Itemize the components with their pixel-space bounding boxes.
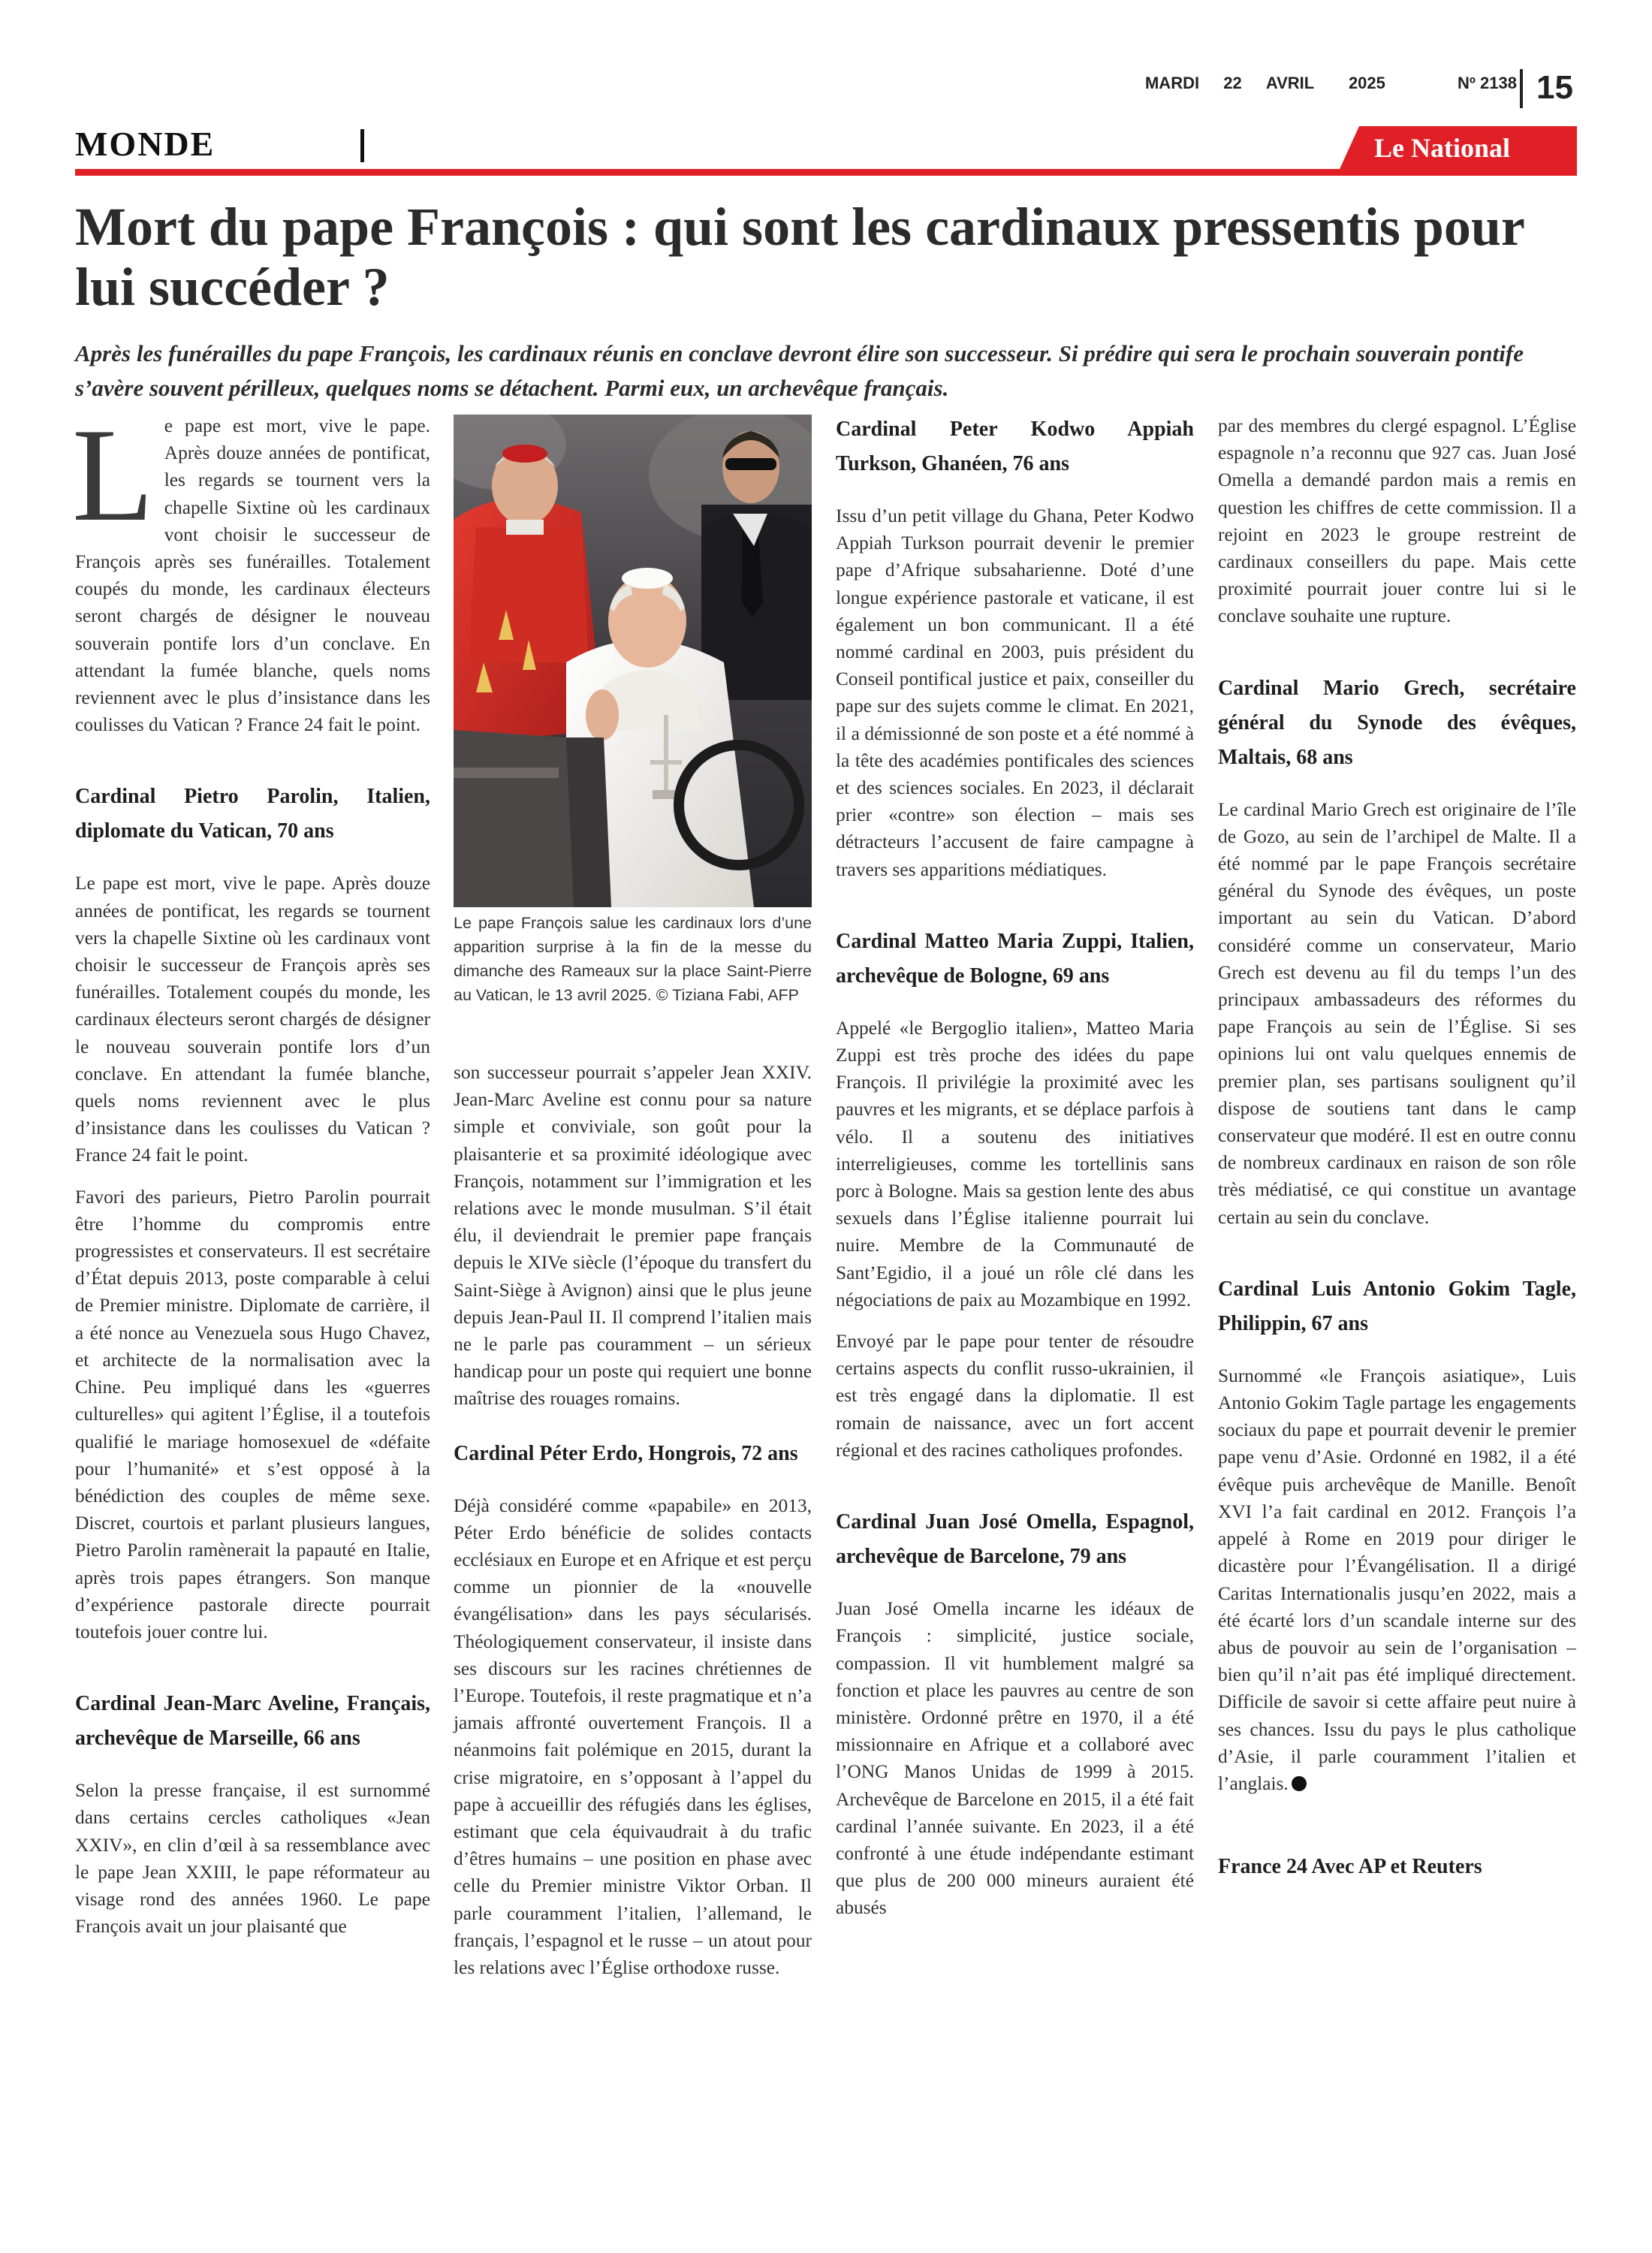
parolin-paragraph-2: Favori des parieurs, Pietro Parolin pourrait être l’homme du compromis entre progressistes et conservateurs. Il est secrétaire d’État depuis 2013, poste comparable à celui de Premier ministre. Diplomate de carrière, il a été nonce au Venezuela sous Hugo Chavez, et architecte de la normalisation avec la Chine. Peu impliqué dans les «guerres culturelles» qui agitent l’Église, il a toutefois qualifié le mariage homosexuel de «défaite pour l’humanité» et s’est opposé à la bénédiction des couples de même sexe. Discret, courtois et parlant plusieurs langues, Pietro Parolin ramènerait la papauté en Italie, après trois papes étrangers. Son manque d’expérience pastorale directe pourrait toutefois jouer contre lui. <box>75 1186 430 1642</box>
headline: Mort du pape François : qui sont les cardinaux pressentis pour lui succéder ? <box>75 197 1524 317</box>
issue-number: Nº 2138 <box>1458 74 1517 92</box>
date-day: 22 <box>1223 74 1242 92</box>
standfirst: Après les funérailles du pape François, les cardinaux réunis en conclave devront élire son successeur. Si prédire qui sera le prochain souverain pontife s’avère souvent périlleux, quelques noms se détachent. Parmi eux, un archevêque français. <box>75 340 1524 401</box>
aveline-paragraph-1: Selon la presse française, il est surnommé dans certains cercles catholiques «Jean XXIV», en clin d’œil à sa ressemblance avec le pape Jean XXIII, le pape réformateur au visage rond des années 1960. Le pape François avait un jour plaisanté que <box>75 1780 430 1938</box>
weekday: MARDI <box>1144 74 1200 92</box>
column-2 <box>454 1059 812 1995</box>
photo-caption: Le pape François salue les cardinaux lors d’une apparition surprise à la fin de la messe du dimanche des Rameaux sur la place Saint-Pierre au Vatican, le 13 avril 2025. © Tiziana Fabi, AFP <box>454 914 812 1004</box>
column-1 <box>72 400 430 1954</box>
heading-turkson: Cardinal Peter Kodwo Appiah Turkson, Ghanéen, 76 ans <box>836 418 1194 475</box>
heading-erdo: Cardinal Péter Erdo, Hongrois, 72 ans <box>454 1441 798 1465</box>
heading-zuppi: Cardinal Matteo Maria Zuppi, Italien, archevêque de Bologne, 69 ans <box>836 929 1194 988</box>
heading-parolin: Cardinal Pietro Parolin, Italien, diplomate du Vatican, 70 ans <box>75 785 430 843</box>
article-photo <box>454 415 812 907</box>
drop-cap: L <box>72 400 154 549</box>
article-credit: France 24 Avec AP et Reuters <box>1218 1855 1482 1879</box>
intro-paragraph <box>72 400 430 738</box>
section-label: MONDE <box>75 125 216 163</box>
intro-text: e pape est mort, vive le pape. Après douze années de pontificat, les regards se tournent vers la chapelle Sixtine où les cardinaux vont choisir le successeur de François après ses funérailles. Totalement coupés du monde, les cardinaux électeurs seront chargés de désigner le nouveau souverain pontife lors d’un conclave. En attendant la fumée blanche, quels noms reviennent avec le plus d’insistance dans les coulisses du Vatican ? France 24 fait le point. <box>75 415 430 736</box>
column-3 <box>836 412 1194 1936</box>
date-line <box>1126 74 1517 93</box>
heading-aveline: Cardinal Jean-Marc Aveline, Français, archevêque de Marseille, 66 ans <box>75 1692 430 1751</box>
grech-paragraph-1: Le cardinal Mario Grech est originaire de l’île de Gozo, au sein de l’archipel de Malte. Il a été nommé par le pape François secrétaire général du Synode des évêques, un poste important au sein du Vatican. D’abord considéré comme un conservateur, Mario Grech est devenu au fil du temps l’un des principaux ambassadeurs des réformes du pape François au sein de l’Église. Si ses opinions lui ont valu quelques ennemis de premier plan, ses partisans soulignent qu’il dispose de soutiens tant dans le camp conservateur que modéré. Il est en outre connu de nombreux cardinaux en raison de son rôle très médiatisé, ce qui constitue un avantage certain au sein du conclave. <box>1218 798 1576 1228</box>
omella-paragraph-2: par des membres du clergé espagnol. L’Église espagnole n’a reconnu que 927 cas. Juan José Omella a demandé pardon mais a remis en question les chiffres de cette commission. Il a rejoint en 2023 le groupe restreint de cardinaux conseillers du pape. Mais cette proximité pourrait jouer contre lui si le conclave souhaite une rupture. <box>1218 415 1576 627</box>
parolin-paragraph-1: Le pape est mort, vive le pape. Après douze années de pontificat, les regards se tournent vers la chapelle Sixtine où les cardinaux vont choisir le successeur de François après ses funérailles. Totalement coupés du monde, les cardinaux électeurs seront chargés de désigner le nouveau souverain pontife lors d’un conclave. En attendant la fumée blanche, quels noms reviennent avec le plus d’insistance dans les coulisses du Vatican ? France 24 fait le point. <box>75 873 430 1166</box>
column-4 <box>1218 412 1576 1905</box>
omella-paragraph-1: Juan José Omella incarne les idéaux de François : simplicité, justice sociale, compassion. Il vit humblement malgré sa fonction et place les pauvres au centre de son ministère. Ordonné prêtre en 1970, il a été missionnaire en Afrique et a collaboré avec l’ONG Manos Unidas de 1999 à 2015. Archevêque de Barcelone en 2015, il a été fait cardinal l’année suivante. En 2023, il a été confronté à une étude indépendante estimant que plus de 200 000 mineurs auraient été abusés <box>836 1598 1194 1919</box>
section-divider <box>360 129 364 162</box>
zuppi-paragraph-2: Envoyé par le pape pour tenter de résoudre certains aspects du conflit russo-ukrainien, il est très engagé dans la diplomatie. Il est romain de naissance, avec un fort accent régional et des racines catholiques profondes. <box>836 1331 1194 1461</box>
date-month: AVRIL <box>1265 74 1314 92</box>
brand-name: Le National <box>1374 133 1511 163</box>
turkson-paragraph-1: Issu d’un petit village du Ghana, Peter Kodwo Appiah Turkson pourrait devenir le premier pape d’Afrique subsaharienne. Doté d’une longue expérience pastorale et vaticane, il est également un bon communicant. Il a été nommé cardinal en 2003, puis président du Conseil pontifical justice et paix, conseiller du pape sur des sujets comme le climat. En 2021, il a démissionné de son poste et a été nommé à la tête des académies pontificales des sciences et des sciences sociales. En 2023, il déclarait prier «contre» son élection – mais ses détracteurs l’accusent de faire campagne à travers ses apparitions médiatiques. <box>836 505 1194 880</box>
page-number: 15 <box>1536 69 1573 106</box>
pope-francis-photo <box>454 415 812 907</box>
heading-tagle: Cardinal Luis Antonio Gokim Tagle, Philippin, 67 ans <box>1218 1277 1576 1335</box>
zuppi-paragraph-1: Appelé «le Bergoglio italien», Matteo Maria Zuppi est très proche des idées du pape François. Il privilégie la proximité avec les pauvres et les migrants, et se déplace parfois à vélo. Il a soutenu des initiatives interreligieuses, comme les tortellinis sans porc à Bologne. Mais sa gestion lente des abus sexuels dans l’Église italienne pourrait lui nuire. Membre de la Communauté de Sant’Egidio, il a joué un rôle clé dans les négociations de paix au Mozambique en 1992. <box>836 1017 1194 1310</box>
header-divider <box>1520 69 1523 108</box>
erdo-paragraph-1: Déjà considéré comme «papabile» en 2013, Péter Erdo bénéficie de solides contacts ecclésiaux en Europe et en Afrique et est perçu comme un pionnier de la «nouvelle évangélisation» dans les pays sécularisés. Théologiquement conservateur, il insiste dans ses discours sur les racines chrétiennes de l’Europe. Toutefois, il reste pragmatique et n’a jamais affronté ouvertement François. Il a néanmoins fait polémique en 2015, durant la crise migratoire, en s’opposant à l’appel du pape à accueillir des réfugiés dans les églises, estimant que cela équivaudrait à du trafic d’êtres humains – une position en phase avec celle du Premier ministre Viktor Orban. Il parle couramment l’italien, l’allemand, le français, l’espagnol et le russe – un atout pour les relations avec l’Église orthodoxe russe. <box>454 1494 812 1979</box>
end-mark-icon <box>1292 1776 1307 1791</box>
tagle-paragraph-1: Surnommé «le François asiatique», Luis Antonio Gokim Tagle partage les engagements sociaux du pape et pourrait devenir le premier pape venu d’Asie. Ordonné en 1982, il a été évêque puis archevêque de Manille. Benoît XVI l’a fait cardinal en 2012. François l’a appelé à Rome en 2019 pour diriger le dicastère pour l’Évangélisation. Il a dirigé Caritas Internationalis jusqu’en 2022, mais a été écarté lors d’un scandale interne sur des abus de pouvoir au sein de l’organisation – bien qu’il n’ait pas été impliqué directement. Difficile de savoir si cette affaire peut nuire à ses chances. Issu du pays le plus catholique d’Asie, il parle couramment l’italien et l’anglais. <box>1218 1365 1576 1794</box>
heading-grech: Cardinal Mario Grech, secrétaire général du Synode des évêques, Maltais, 68 ans <box>1218 676 1576 769</box>
date-year: 2025 <box>1348 74 1385 92</box>
heading-omella: Cardinal Juan José Omella, Espagnol, archevêque de Barcelone, 79 ans <box>836 1510 1194 1569</box>
aveline-paragraph-2: son successeur pourrait s’appeler Jean XXIV. Jean-Marc Aveline est connu pour sa nature simple et conviviale, son goût pour la plaisanterie et sa proximité idéologique avec François, notamment sur l’immigration et les relations avec le monde musulman. S’il était élu, il deviendrait le premier pape français depuis le XIVe siècle (l’époque du transfert du Saint-Siège à Avignon) ainsi que le plus jeune depuis Jean-Paul II. Il comprend l’italien mais ne le parle pas couramment – un sérieux handicap pour un poste qui requiert une bonne maîtrise des rouages romains. <box>454 1062 812 1410</box>
tagle-paragraph <box>1218 1362 1576 1797</box>
